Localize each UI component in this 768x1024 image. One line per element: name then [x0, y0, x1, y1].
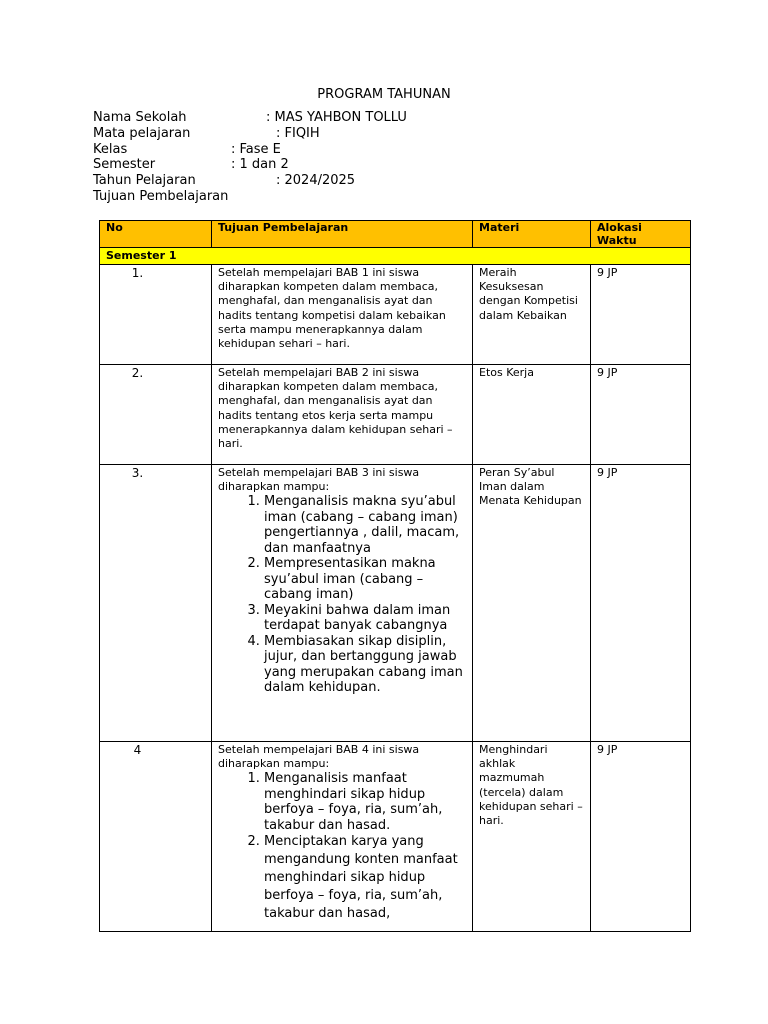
list-item: 2. Menciptakan karya yang mengandung konten manfaat menghindari sikap hidup berfoya – foya, ria, sum’ah, takabur dan hasad,: [264, 833, 466, 923]
info-value: : Fase E: [231, 142, 281, 157]
info-label: Tujuan Pembelajaran: [93, 189, 229, 204]
row-no: 2.: [100, 365, 212, 465]
table-row: [100, 742, 691, 932]
row-tujuan: [212, 742, 473, 932]
info-label: Kelas: [93, 142, 128, 157]
list-item: 4. Membiasakan sikap disiplin, jujur, dan bertanggung jawab yang merupakan cabang iman dalam kehidupan.: [264, 634, 466, 696]
row-no: 3.: [100, 465, 212, 742]
row-tujuan-intro: Setelah mempelajari BAB 4 ini siswa diharapkan mampu:: [218, 743, 420, 771]
list-item: 3. Meyakini bahwa dalam iman terdapat banyak cabangnya: [264, 603, 466, 634]
info-value: : FIQIH: [276, 126, 320, 141]
list-item: 1. Menganalisis makna syu’abul iman (cabang – cabang iman) pengertiannya , dalil, macam, dan manfaatnya: [264, 494, 466, 556]
header-alokasi: Alokasi Waktu: [591, 221, 691, 248]
info-label: Tahun Pelajaran: [93, 173, 196, 188]
row-materi: Etos Kerja: [473, 365, 591, 465]
row-no: 1.: [100, 265, 212, 365]
info-label: Nama Sekolah: [93, 110, 187, 125]
row-materi: Peran Sy’abul Iman dalam Menata Kehidupan: [473, 465, 591, 742]
row-materi: Meraih Kesuksesan dengan Kompetisi dalam Kebaikan: [473, 265, 591, 365]
program-table: [99, 220, 691, 932]
row-alokasi: 9 JP: [591, 742, 691, 932]
info-value: : 1 dan 2: [231, 157, 289, 172]
row-tujuan-list: [218, 494, 466, 696]
list-item: 2. Mempresentasikan makna syu’abul iman (cabang – cabang iman): [264, 556, 466, 603]
header-no: No: [100, 221, 212, 248]
row-no: 4: [100, 742, 212, 932]
info-value: : 2024/2025: [276, 173, 356, 188]
table-row: [100, 265, 691, 365]
row-materi: Menghindari akhlak mazmumah (tercela) dalam kehidupan sehari – hari.: [473, 742, 591, 932]
header-materi: Materi: [473, 221, 591, 248]
info-label: Semester: [93, 157, 156, 172]
row-tujuan-intro: Setelah mempelajari BAB 3 ini siswa diharapkan mampu:: [218, 466, 420, 494]
semester-label: Semester 1: [100, 248, 691, 265]
info-label: Mata pelajaran: [93, 126, 191, 141]
header-tujuan: Tujuan Pembelajaran: [212, 221, 473, 248]
table-row: [100, 365, 691, 465]
list-item: 1. Menganalisis manfaat menghindari sikap hidup berfoya – foya, ria, sum’ah, takabur dan hasad.: [264, 771, 466, 833]
semester-row: [100, 248, 691, 265]
row-tujuan: [212, 465, 473, 742]
page-title: PROGRAM TAHUNAN: [317, 87, 451, 102]
row-tujuan: Setelah mempelajari BAB 2 ini siswa diharapkan kompeten dalam membaca, menghafal, dan menganalisis ayat dan hadits tentang etos kerja serta mampu menerapkannya dalam kehidupan sehari – hari.: [212, 365, 473, 465]
info-value: : MAS YAHBON TOLLU: [266, 110, 407, 125]
row-alokasi: 9 JP: [591, 365, 691, 465]
table-header-row: [100, 221, 691, 248]
row-tujuan: Setelah mempelajari BAB 1 ini siswa diharapkan kompeten dalam membaca, menghafal, dan menganalisis ayat dan hadits tentang kompetisi dalam kebaikan serta mampu menerapkannya dalam kehidupan sehari – hari.: [212, 265, 473, 365]
table-row: [100, 465, 691, 742]
row-alokasi: 9 JP: [591, 265, 691, 365]
row-tujuan-list: [218, 771, 466, 923]
row-alokasi: 9 JP: [591, 465, 691, 742]
